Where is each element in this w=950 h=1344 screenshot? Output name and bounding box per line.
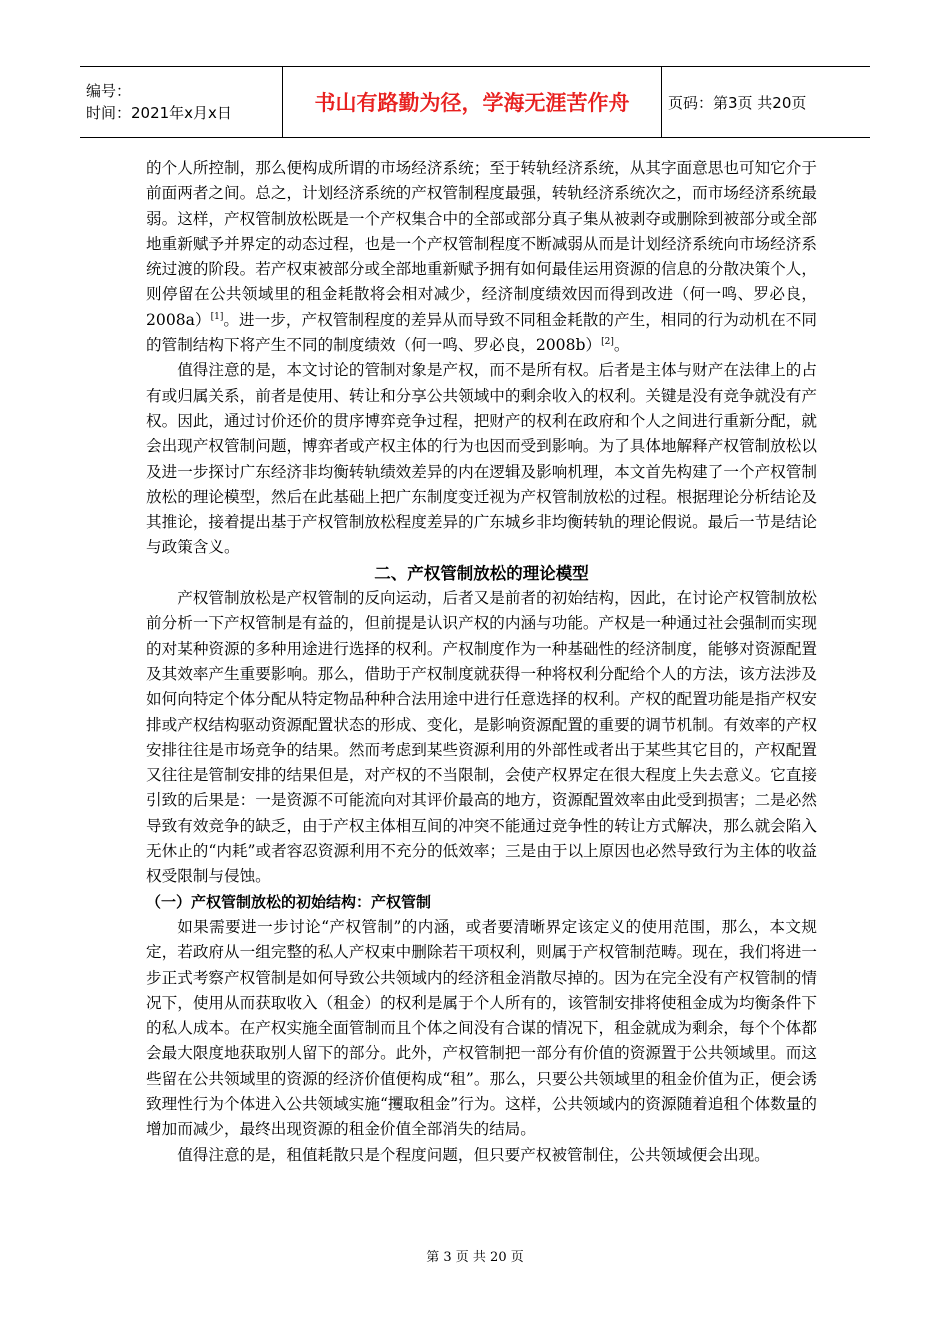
citation-2[interactable]: [2] <box>601 336 614 347</box>
header-meta <box>80 67 283 138</box>
paragraph-1: 的个人所控制，那么便构成所谓的市场经济系统；至于转轨经济系统，从其字面意思也可知它介于前面两者之间。总之，计划经济系统的产权管制程度最强，转轨经济系统次之，而市场经济系统最弱。这样，产权管制放松既是一个产权集合中的全部或部分真子集从被剥夺或删除到被部分或全部地重新赋予并界定的动态过程，也是一个产权管制程度不断减弱从而是计划经济系统向市场经济系统过渡的阶段。若产权束被部分或全部地重新赋予拥有如何最佳运用资源的信息的分散决策个人，则停留在公共领域里的租金耗散将会相对减少，经济制度绩效因而得到改进（何一鸣、罗必良，2008a）[1]。进一步，产权管制程度的差异从而导致不同租金耗散的产生，相同的行为动机在不同的管制结构下将产生不同的制度绩效（何一鸣、罗必良，2008b）[2]。 <box>146 159 817 355</box>
document-body <box>146 156 817 1168</box>
paragraph-4: 如果需要进一步讨论“产权管制”的内涵，或者要清晰界定该定义的使用范围，那么，本文规定，若政府从一组完整的私人产权束中删除若干项权利，则属于产权管制范畴。现在，我们将进一步正式考察产权管制是如何导致公共领域内的经济租金消散尽掉的。因为在完全没有产权管制的情况下，使用从而获取收入（租金）的权利是属于个人所有的，该管制安排将使租金成为均衡条件下的私人成本。在产权实施全面管制而且个体之间没有合谋的情况下，租金就成为剩余，每个个体都会最大限度地获取别人留下的部分。此外，产权管制把一部分有价值的资源置于公共领域里。而这些留在公共领域里的资源的经济价值便构成“租”。那么，只要公共领域里的租金价值为正，便会诱致理性行为个体进入公共领域实施“攫取租金”行为。这样，公共领域内的资源随着追租个体数量的增加而减少，最终出现资源的租金价值全部消失的结局。 <box>146 917 817 1139</box>
header-motto: 书山有路勤为径，学海无涯苦作舟 <box>283 67 662 138</box>
header-page-info: 页码：第3页 共20页 <box>662 67 871 138</box>
citation-1[interactable]: [1] <box>210 311 224 322</box>
page-footer: 第 3 页 共 20 页 <box>426 1250 524 1265</box>
header-date: 时间：2021年x月x日 <box>86 104 232 122</box>
paragraph-2: 值得注意的是，本文讨论的管制对象是产权，而不是所有权。后者是主体与财产在法律上的占有或归属关系，前者是使用、转让和分享公共领域中的剩余收入的权利。关键是没有竞争就没有产权。因此，通过讨价还价的贯序博弈竞争过程，把财产的权利在政府和个人之间进行重新分配，就会出现产权管制问题，博弈者或产权主体的行为也因而受到影响。为了具体地解释产权管制放松以及进一步探讨广东经济非均衡转轨绩效差异的内在逻辑及影响机理，本文首先构建了一个产权管制放松的理论模型，然后在此基础上把广东制度变迁视为产权管制放松的过程。根据理论分析结论及其推论，接着提出基于产权管制放松程度差异的广东城乡非均衡转轨的理论假说。最后一节是结论与政策含义。 <box>146 361 817 557</box>
paragraph-3: 产权管制放松是产权管制的反向运动，后者又是前者的初始结构，因此，在讨论产权管制放松前分析一下产权管制是有益的，但前提是认识产权的内涵与功能。产权是一种通过社会强制而实现的对某种资源的多种用途进行选择的权利。产权制度作为一种基础性的经济制度，能够对资源配置及其效率产生重要影响。那么，借助于产权制度就获得一种将权利分配给个人的方法，该方法涉及如何向特定个体分配从特定物品种种合法用途中进行任意选择的权利。产权的配置功能是指产权安排或产权结构驱动资源配置状态的形成、变化，是影响资源配置的重要的调节机制。有效率的产权安排往往是市场竞争的结果。然而考虑到某些资源利用的外部性或者出于某些其它目的，产权配置又往往是管制安排的结果但是，对产权的不当限制，会使产权界定在很大程度上失去意义。它直接引致的后果是：一是资源不可能流向对其评价最高的地方，资源配置效率由此受到损害；二是必然导致有效竞争的缺乏，由于产权主体相互间的冲突不能通过竞争性的转让方式解决，那么就会陷入无休止的“内耗”或者容忍资源利用不充分的低效率；三是由于以上原因也必然导致行为主体的收益权受限制与侵蚀。 <box>146 589 817 886</box>
header-number: 编号： <box>86 82 132 100</box>
paragraph-5: 值得注意的是，租值耗散只是个程度问题，但只要产权被管制住，公共领域便会出现。 <box>177 1145 770 1164</box>
section-heading: 二、产权管制放松的理论模型 <box>374 563 589 583</box>
page-header <box>80 66 870 138</box>
subsection-heading: （一）产权管制放松的初始结构：产权管制 <box>146 892 432 911</box>
